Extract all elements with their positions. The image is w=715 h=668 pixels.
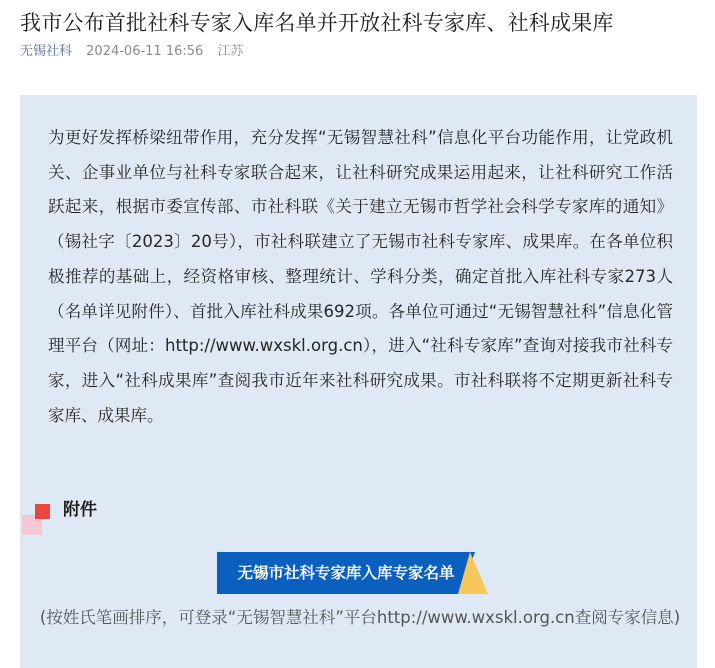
attachment-heading: [20, 495, 320, 545]
article-meta: [20, 42, 243, 62]
publish-location: 江苏: [217, 44, 244, 59]
decorative-square-red: [35, 504, 50, 519]
attachment-button-label: 无锡市社科专家库入库专家名单: [237, 564, 455, 582]
account-name-link[interactable]: 无锡社科: [20, 44, 73, 59]
article-body-paragraph: 为更好发挥桥梁纽带作用，充分发挥“无锡智慧社科”信息化平台功能作用，让党政机关、企事业单位与社科专家联合起来，让社科研究成果运用起来，让社科研究工作活跃起来，根据市委宣传部、市社科联《关于建立无锡市哲学社会科学专家库的通知》（锡社字〔2023〕20号），市社科联建立了无锡市社科专家库、成果库。在各单位积极推荐的基础上，经资格审核、整理统计、学科分类，确定首批入库社科专家273人（名单详见附件）、首批入库社科成果692项。各单位可通过“无锡智慧社科”信息化管理平台（网址：http://www.wxskl.org.cn），进入“社科专家库”查询对接我市社科专家，进入“社科成果库”查阅我市近年来社科研究成果。市社科联将不定期更新社科专家库、成果库。: [48, 128, 673, 425]
publish-time: 2024-06-11 16:56: [86, 44, 204, 59]
article-content-card: [20, 95, 697, 668]
attachment-note: (按姓氏笔画排序，可登录“无锡智慧社科”平台http://www.wxskl.org.cn查阅专家信息): [39, 608, 681, 627]
attachment-list-button[interactable]: [217, 552, 475, 594]
article-title: 我市公布首批社科专家入库名单并开放社科专家库、社科成果库: [20, 11, 614, 35]
attachment-heading-label: 附件: [63, 500, 97, 520]
